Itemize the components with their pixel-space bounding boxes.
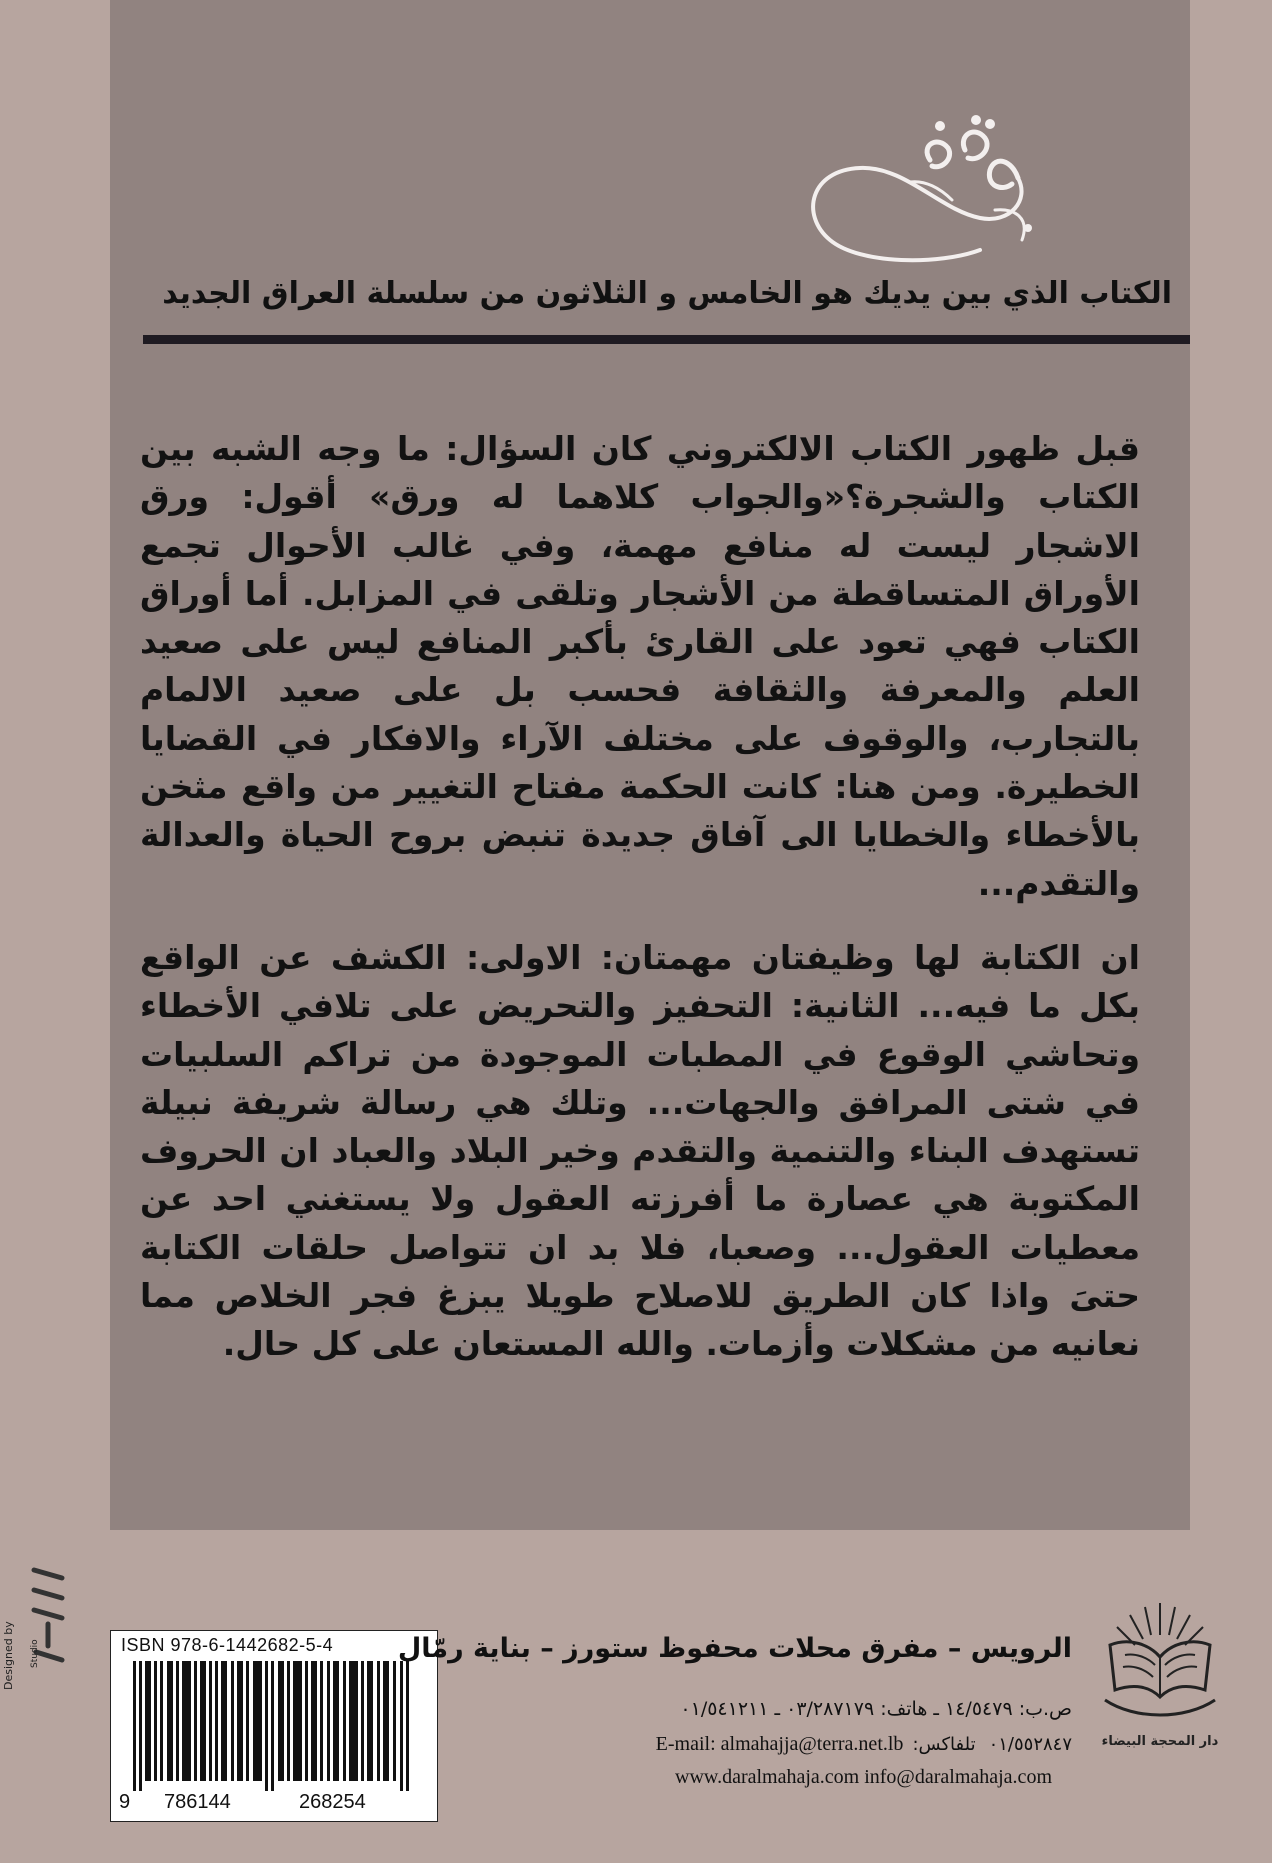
publisher-emblem-text: دار المحجة البيضاء [1101, 1734, 1219, 1749]
blurb-paragraph-2: ان الكتابة لها وظيفتان مهمتان: الاولى: الكشف عن الواقع بكل ما فيه... الثانية: التحفيز والتحريض على تلافي الأخطاء وتحاشي الوقوع في المطبات الموجودة من تراكم السلبيات في شتى المرافق والجهات... وتلك هي رسالة شريفة نبيلة تستهدف البناء والتنمية والتقدم وخير البلاد والعباد ان الحروف المكتوبة هي عصارة ما أفرزته العقول ولا يستغني احد عن معطيات العقول... وصعبا، فلا بد ان تتواصل حلقات الكتابة حتىَ واذا كان الطريق للاصلاح طويلا يبزغ فجر الخلاص مما نعانيه من مشكلات وأزمات. والله المستعان على كل حال. [140, 937, 1140, 1364]
barcode-bars-icon [123, 1661, 423, 1791]
series-logo [790, 100, 1050, 270]
barcode-digit-lead: 9 [119, 1791, 131, 1813]
designer-credit [2, 1560, 72, 1690]
publisher-email[interactable]: E-mail: almahajja@terra.net.lb [655, 1733, 904, 1755]
designer-studio: Studio [30, 1639, 40, 1668]
divider-rule [143, 335, 1190, 344]
designer-label: Designed by [2, 1621, 15, 1690]
publisher-emblem-icon [1085, 1595, 1235, 1765]
publisher-web[interactable]: www.daralmahaja.com info@daralmahaja.com [675, 1766, 1052, 1788]
barcode-digit-group-1: 786144 [164, 1791, 231, 1813]
series-line: الكتاب الذي بين يديك هو الخامس و الثلاثون من سلسلة العراق الجديد [162, 276, 1172, 311]
isbn-label: ISBN 978-6-1442682-5-4 [121, 1635, 334, 1655]
barcode-digits [119, 1791, 429, 1815]
publisher-fax-row [656, 1733, 1072, 1756]
blurb-paragraph-1: قبل ظهور الكتاب الالكتروني كان السؤال: ما وجه الشبه بين الكتاب والشجرة؟«والجواب كلاهما له ورق» أقول: ورق الاشجار ليست له منافع مهمة، وفي غالب الأحوال تجمع الأوراق المتساقطة من الأشجار وتلقى في المزابل. أما أوراق الكتاب فهي تعود على القارئ بأكبر المنافع ليس على صعيد العلم والمعرفة والثقافة فحسب بل على صعيد الالمام بالتجارب، والوقوف على مختلف الآراء والافكار في القضايا الخطيرة. ومن هنا: كانت الحكمة مفتاح التغيير من واقع مثخن بالأخطاء والخطايا الى آفاق جديدة تنبض بروح الحياة والعدالة والتقدم... [140, 429, 1140, 903]
publisher-phone: ص.ب: ١٤/٥٤٧٩ ـ هاتف: ٠٣/٢٨٧١٧٩ ـ ٠١/٥٤١٢١١ [680, 1698, 1072, 1720]
publisher-fax-value: ٠١/٥٥٢٨٤٧ [988, 1734, 1072, 1755]
blurb-text [140, 425, 1140, 1369]
publisher-fax-label: تلفاكس: [912, 1734, 976, 1755]
barcode [110, 1630, 438, 1822]
barcode-digit-group-2: 268254 [299, 1791, 366, 1813]
publisher-address: الرويس – مفرق محلات محفوظ ستورز – بناية رمّال [397, 1633, 1072, 1664]
